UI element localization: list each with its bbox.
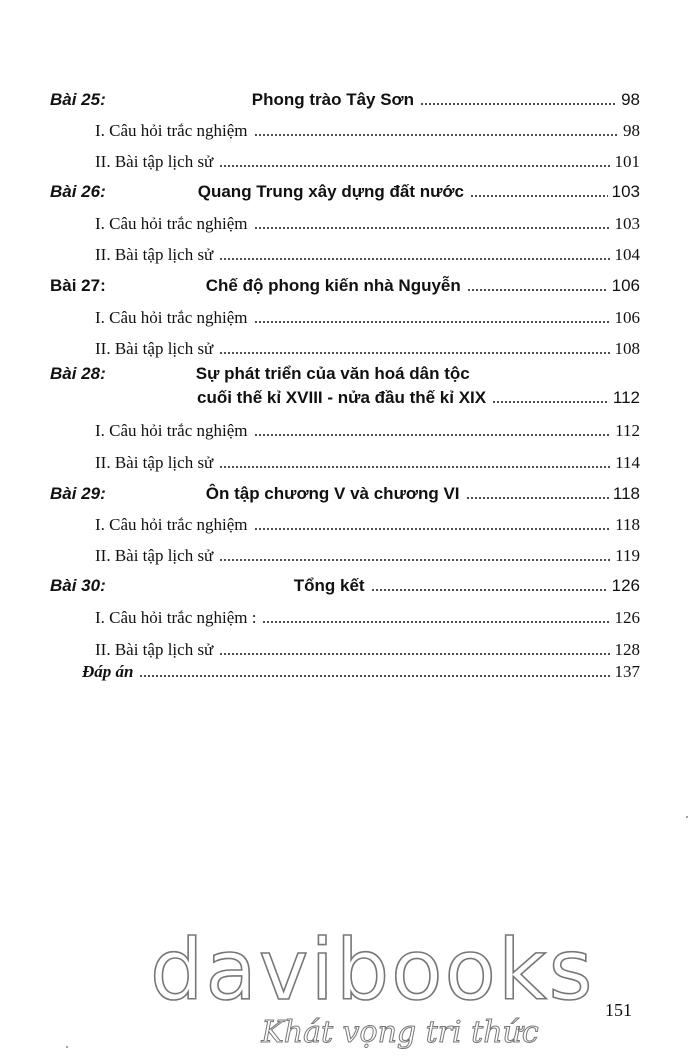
subentry-text: II. Bài tập lịch sử: [95, 339, 214, 358]
lesson-page: 106: [611, 276, 640, 295]
subentry-page: 128: [614, 640, 640, 659]
subentry-page: 98: [623, 121, 640, 140]
lesson-page: 112: [612, 388, 640, 407]
dot-leader: [467, 288, 608, 292]
dot-leader: [254, 320, 611, 324]
subentry-page: 126: [614, 608, 640, 627]
toc-subentry: [50, 208, 640, 234]
dot-leader: [219, 558, 611, 562]
toc-entry-answers: [50, 656, 640, 682]
subentry-text: II. Bài tập lịch sử: [95, 640, 214, 659]
dot-leader: [262, 620, 610, 624]
subentry-page: 119: [615, 546, 640, 565]
toc-subentry: [50, 333, 640, 359]
subentry-text: I. Câu hỏi trắc nghiệm: [95, 121, 248, 140]
lesson-title: Ôn tập chương V và chương VI: [205, 484, 460, 503]
dot-leader: [420, 102, 617, 106]
lesson-title: Quang Trung xây dựng đất nước: [197, 182, 464, 201]
toc-entry-lesson-30: [50, 570, 640, 596]
dot-leader: [254, 226, 611, 230]
lesson-title: Chế độ phong kiến nhà Nguyễn: [205, 276, 461, 295]
lesson-label: Bài 28:: [50, 364, 106, 383]
subentry-page: 112: [615, 421, 640, 440]
subentry-page: 106: [614, 308, 640, 327]
toc-entry-lesson-27: [50, 270, 640, 296]
lesson-page: 126: [611, 576, 640, 595]
watermark-brand: davibooks: [150, 921, 595, 1019]
lesson-label: Bài 25:: [50, 90, 106, 109]
subentry-page: 104: [614, 245, 640, 264]
dot-leader: [254, 433, 612, 437]
subentry-text: II. Bài tập lịch sử: [95, 152, 214, 171]
dot-leader: [139, 674, 610, 678]
toc-subentry: [50, 602, 640, 628]
answers-page: 137: [614, 662, 640, 681]
subentry-text: I. Câu hỏi trắc nghiệm: [95, 421, 248, 440]
dot-leader: [219, 164, 610, 168]
toc-entry-lesson-26: [50, 176, 640, 202]
lesson-label: Bài 29:: [50, 484, 106, 503]
lesson-page: 103: [611, 182, 640, 201]
subentry-page: 114: [615, 453, 640, 472]
toc-entry-lesson-28: [50, 382, 640, 408]
toc-subentry: [50, 146, 640, 172]
toc-subentry: [50, 447, 640, 473]
dot-leader: [470, 194, 608, 198]
subentry-text: II. Bài tập lịch sử: [95, 453, 214, 472]
toc-subentry: [50, 540, 640, 566]
subentry-page: 103: [614, 214, 640, 233]
subentry-text: I. Câu hỏi trắc nghiệm: [95, 515, 248, 534]
subentry-text: I. Câu hỏi trắc nghiệm: [95, 214, 248, 233]
subentry-text: II. Bài tập lịch sử: [95, 245, 214, 264]
lesson-label: Bài 26:: [50, 182, 106, 201]
toc-entry-lesson-29: [50, 478, 640, 504]
lesson-label: Bài 27:: [50, 276, 106, 295]
watermark-tagline: Khát vọng tri thức: [261, 1015, 539, 1050]
scan-speck: [66, 1046, 68, 1048]
lesson-page: 98: [621, 90, 640, 109]
subentry-text: II. Bài tập lịch sử: [95, 546, 214, 565]
dot-leader: [371, 588, 608, 592]
scan-speck: [686, 816, 688, 818]
lesson-title-line-2: cuối thế kỉ XVIII - nửa đầu thế kỉ XIX: [197, 388, 487, 407]
lesson-title-line-1: Sự phát triển của văn hoá dân tộc: [195, 364, 470, 383]
toc-entry-lesson-28-label: [50, 360, 640, 384]
toc-subentry: [50, 302, 640, 328]
toc-subentry: [50, 239, 640, 265]
subentry-text: I. Câu hỏi trắc nghiệm: [95, 308, 248, 327]
subentry-page: 118: [615, 515, 640, 534]
toc-subentry: [50, 415, 640, 441]
dot-leader: [219, 351, 610, 355]
lesson-title: Tổng kết: [293, 576, 365, 595]
dot-leader: [254, 527, 612, 531]
dot-leader: [254, 133, 620, 137]
toc-subentry: [50, 115, 640, 141]
toc-entry-lesson-25: [50, 84, 640, 110]
dot-leader: [219, 257, 610, 261]
dot-leader: [219, 465, 611, 469]
lesson-label: Bài 30:: [50, 576, 106, 595]
page-number: 151: [605, 1000, 632, 1020]
toc-subentry: [50, 509, 640, 535]
dot-leader: [492, 400, 609, 404]
subentry-page: 101: [614, 152, 640, 171]
lesson-title: Phong trào Tây Sơn: [251, 90, 415, 109]
dot-leader: [466, 496, 609, 500]
answers-label: Đáp án: [82, 662, 134, 681]
lesson-page: 118: [612, 484, 640, 503]
subentry-page: 108: [614, 339, 640, 358]
subentry-text: I. Câu hỏi trắc nghiệm :: [95, 608, 257, 627]
